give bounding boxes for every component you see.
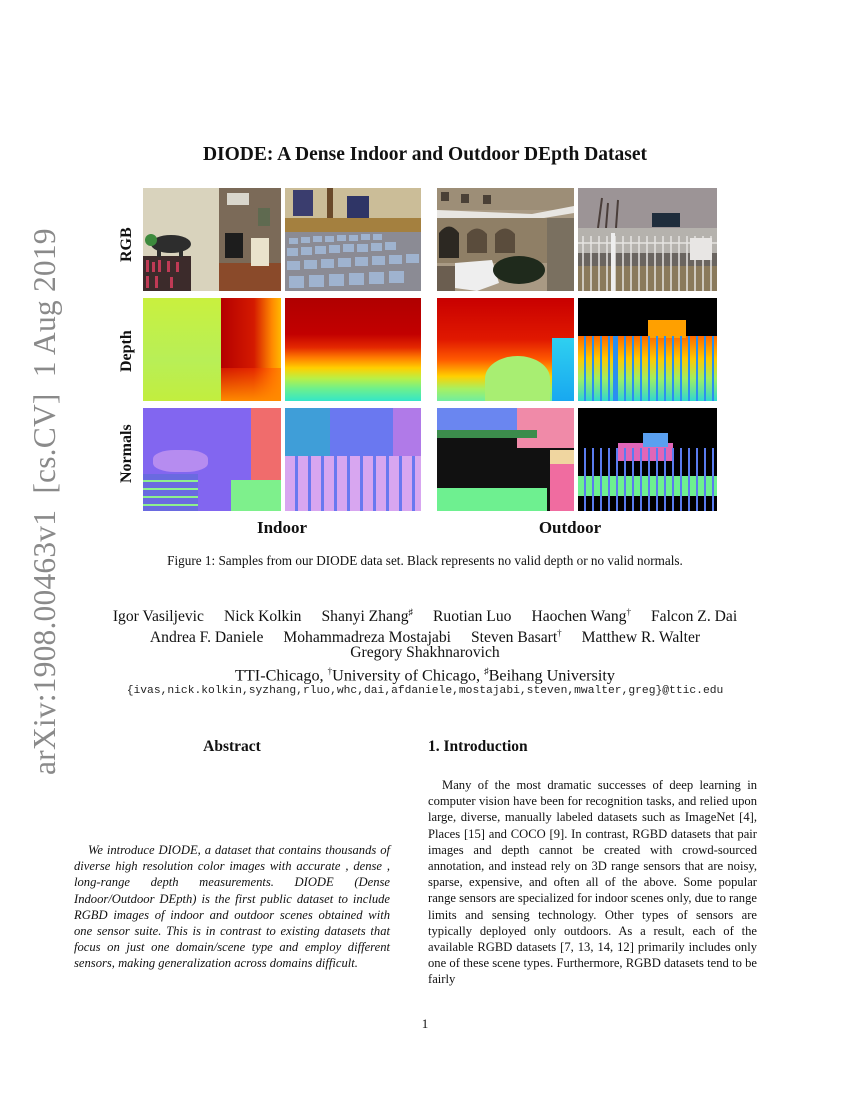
affiliation-mark: †: [557, 628, 562, 638]
figure-caption: Figure 1: Samples from our DIODE data set. Black represents no valid depth or no valid normals.: [167, 553, 683, 568]
author: Mohammadreza Mostajabi: [283, 629, 451, 647]
affiliation-mark: ♯: [484, 666, 489, 676]
panel-normals-indoor-1: [143, 408, 281, 511]
abstract-text: We introduce DIODE, a dataset that contains thousands of diverse high resolution color images with accurate , dense , long-range depth measurements. DIODE (Dense Indoor/Outdoor DEpth) is the first public dataset to include RGBD images of indoor and outdoor scenes obtained with one sensor suite. This is in contrast to existing datasets that focus on just one domain/scene type and employ different sensors, making generalization across domains difficult.: [74, 843, 390, 971]
panel-normals-outdoor-1: [437, 408, 574, 511]
row-label-normals: Normals: [118, 424, 135, 483]
author: Nick Kolkin: [223, 608, 302, 626]
author: Shanyi Zhang: [321, 608, 409, 626]
office-scene-illustration: [143, 188, 281, 291]
author-line-3: Gregory Shakhnarovich: [350, 644, 500, 661]
author: Steven Basart: [470, 629, 558, 647]
author-emails: {ivas,nick.kolkin,syzhang,rluo,whc,dai,afdaniele,mostajabi,steven,mwalter,greg}@ttic.edu: [126, 685, 724, 697]
affiliation-mark: †: [327, 666, 333, 676]
introduction-heading: 1. Introduction: [428, 738, 528, 755]
row-label-depth: Depth: [118, 330, 135, 372]
group-label-indoor: Indoor: [256, 518, 308, 537]
affiliation-beihang: Beihang University: [488, 666, 615, 685]
affiliation-mark: †: [626, 607, 631, 617]
paper-title: DIODE: A Dense Indoor and Outdoor DEpth Dataset: [202, 144, 648, 165]
arxiv-stamp: arXiv:1908.00463v1 [cs.CV] 1 Aug 2019: [27, 228, 62, 775]
author-line-1: [60, 603, 790, 626]
author: Igor Vasiljevic: [112, 608, 204, 626]
panel-normals-outdoor-2: [578, 408, 717, 511]
panel-depth-indoor-1: [143, 298, 281, 401]
panel-rgb-outdoor-2: [578, 188, 717, 291]
courtyard-scene-illustration: [437, 188, 574, 291]
affiliation-tti: TTI-Chicago,: [235, 666, 328, 685]
affiliation-uchicago: University of Chicago,: [332, 666, 485, 685]
page-number: 1: [421, 1016, 429, 1031]
affiliation-mark: ♯: [408, 607, 414, 617]
abstract-heading: Abstract: [203, 738, 261, 755]
panel-rgb-indoor-1: [143, 188, 281, 291]
panel-depth-outdoor-2: [578, 298, 717, 401]
group-label-outdoor: Outdoor: [538, 518, 602, 537]
panel-rgb-indoor-2: [285, 188, 421, 291]
introduction-text: Many of the most dramatic successes of deep learning in computer vision have been for recognition tasks, and relied upon large, diverse, manually labeled datasets such as ImageNet [4], Places [15] and COCO [9]. In contrast, RGBD datasets that pair images and depth cannot be created with crowd-sourced annotation, and instead rely on 3D range sensors that are noisy, sparse, expensive, and often all of the above. Some popular range sensors are specialized for indoor scenes only, due to range limits and sensing technology. Other types of sensors are typically deployed only outdoors. As a result, each of the available RGBD datasets [7, 13, 14, 12] primarily includes only one of these scene types. Furthermore, RGBD datasets tend to be fairly: [428, 778, 757, 987]
author: Andrea F. Daniele: [149, 629, 264, 647]
panel-normals-indoor-2: [285, 408, 421, 511]
panel-depth-outdoor-1: [437, 298, 574, 401]
panel-depth-indoor-2: [285, 298, 421, 401]
author: Haochen Wang: [531, 608, 627, 626]
affiliations: [60, 662, 790, 685]
author: Matthew R. Walter: [581, 629, 701, 647]
author: Ruotian Luo: [433, 608, 512, 626]
author: Falcon Z. Dai: [650, 608, 738, 626]
row-label-rgb: RGB: [118, 227, 135, 262]
auditorium-scene-illustration: [285, 188, 421, 291]
panel-rgb-outdoor-1: [437, 188, 574, 291]
fence-scene-illustration: [578, 188, 717, 291]
